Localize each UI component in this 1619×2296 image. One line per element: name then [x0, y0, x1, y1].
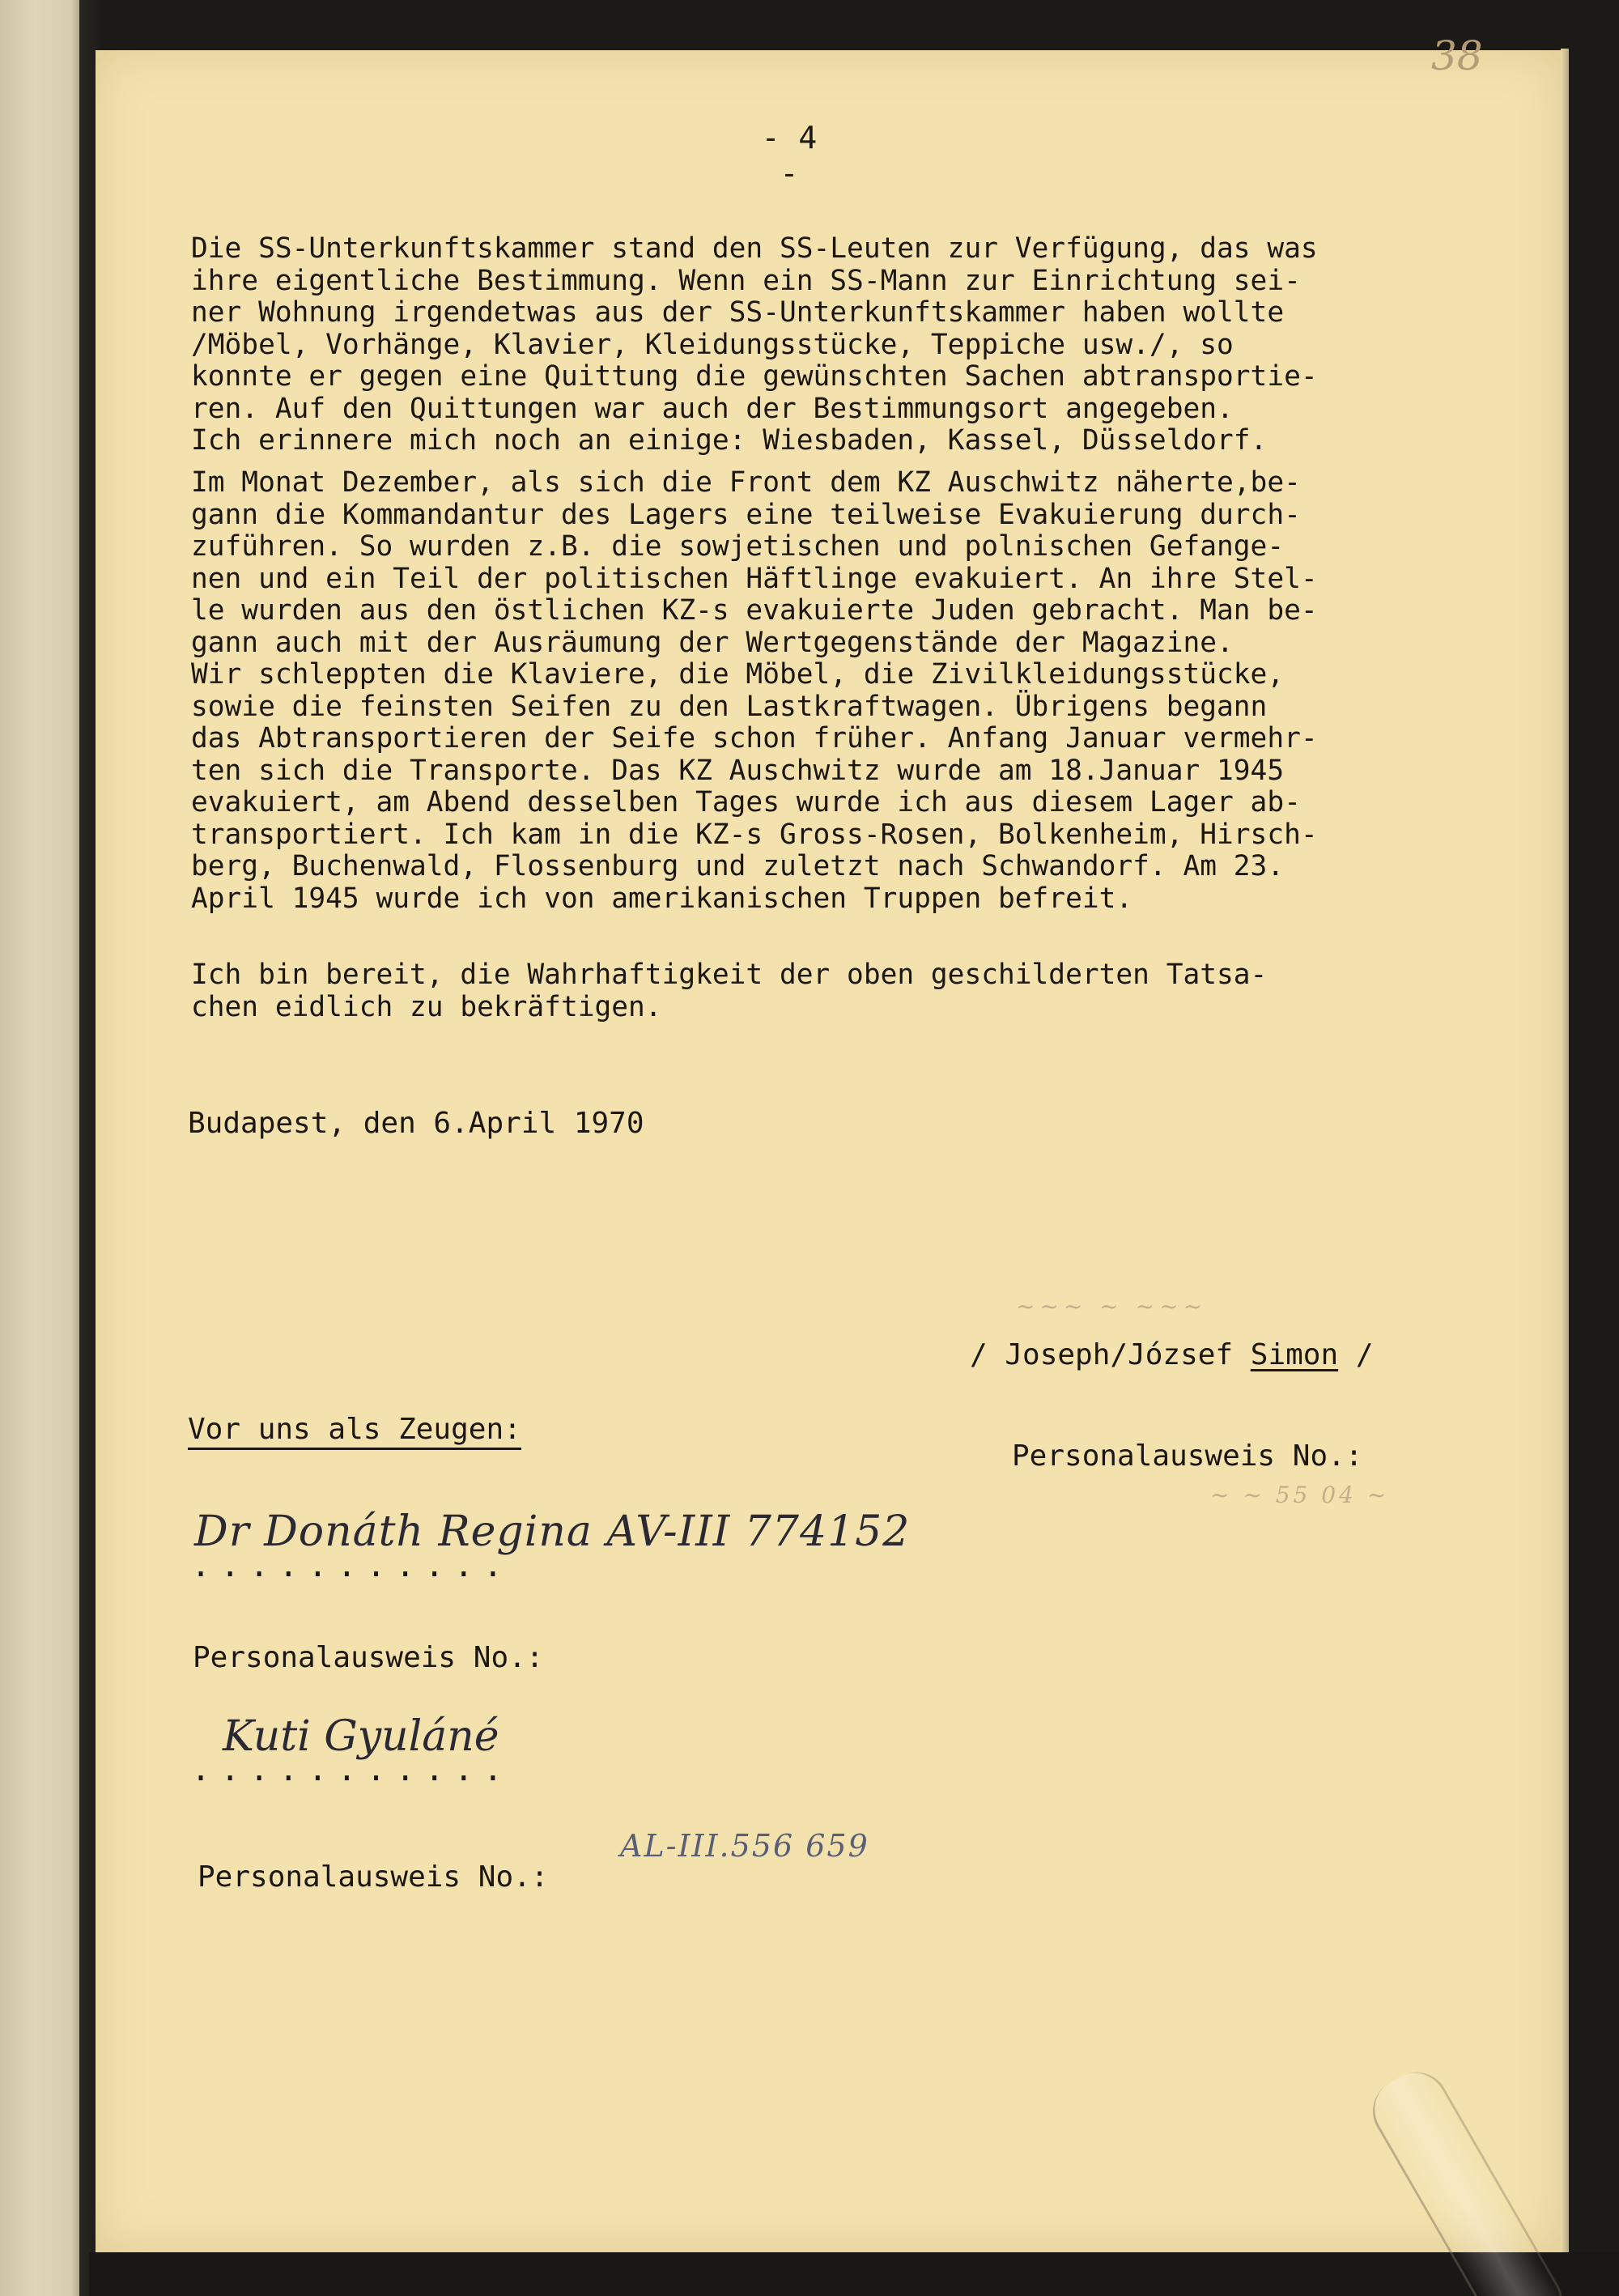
- page-number: - 4 -: [761, 120, 818, 191]
- witness-heading: [188, 1413, 521, 1450]
- signer-name-suffix: /: [1338, 1338, 1374, 1371]
- page-right-edge: [1561, 49, 1569, 2254]
- signer-signature: ~~~ ~ ~~~: [1016, 1293, 1208, 1320]
- witness-1-id-label: Personalausweis No.:: [193, 1641, 544, 1674]
- witness-2-signature-line: ...........: [191, 1751, 512, 1788]
- witness-1-signature: Dr Donáth Regina AV-III 774152: [194, 1507, 911, 1556]
- signer-name-prefix: / Joseph/József: [970, 1338, 1251, 1371]
- signer-surname: Simon: [1250, 1338, 1339, 1371]
- witness-2-signature: Kuti Gyuláné: [223, 1712, 499, 1761]
- paragraph-unterkunftskammer: Die SS-Unterkunftskammer stand den SS-Leuten zur Verfügung, das was ihre eigentliche Bestimmung. Wenn ein SS-Mann zur Einrichtung sei- ner Wohnung irgendetwas aus der SS-Unterkunftskammer haben wollte /Möbel, Vorhänge, Klavier, Kleidungsstücke, Teppiche usw./, so konnte er gegen eine Quittung die gewünschten Sachen abtransportie- ren. Auf den Quittungen war auch der Bestimmungsort angegeben. Ich erinnere mich noch an einige: Wiesbaden, Kassel, Düsseldorf.: [191, 232, 1318, 457]
- signer-id-label: Personalausweis No.:: [1012, 1439, 1363, 1473]
- paragraph-evakuierung: Im Monat Dezember, als sich die Front dem KZ Auschwitz näherte,be- gann die Kommandantur des Lagers eine teilweise Evakuierung durch- zuführen. So wurden z.B. die sowjetischen und polnischen Gefange- nen und ein Teil der politischen Häftlinge evakuiert. An ihre Stel- le wurden aus den östlichen KZ-s evakuierte Juden gebracht. Man be- gann auch mit der Ausräumung der Wertgegenstände der Magazine. Wir schleppten die Klaviere, die Möbel, die Zivilkleidungsstücke, sowie die feinsten Seifen zu den Lastkraftwagen. Übrigens begann das Abtransportieren der Seife schon früher. Anfang Januar vermehr- ten sich die Transporte. Das KZ Auschwitz wurde am 18.Januar 1945 evakuiert, am Abend desselben Tages wurde ich aus diesem Lager ab- transportiert. Ich kam in die KZ-s Gross-Rosen, Bolkenheim, Hirsch- berg, Buchenwald, Flossenburg und zuletzt nach Schwandorf. Am 23. April 1945 wurde ich von amerikanischen Truppen befreit.: [191, 466, 1318, 915]
- archive-page-number: 38: [1431, 32, 1483, 79]
- witness-1-signature-line: ...........: [191, 1547, 512, 1584]
- signer-id-handwritten: ~ ~ 55 04 ~: [1210, 1482, 1390, 1508]
- scan-background-bottom: [89, 2252, 1619, 2296]
- previous-page-edge: [0, 0, 89, 2296]
- witness-2-id-handwritten: AL-III.556 659: [620, 1828, 869, 1864]
- place-and-date: Budapest, den 6.April 1970: [188, 1107, 644, 1140]
- signer-name: [970, 1338, 1374, 1371]
- paragraph-oath: Ich bin bereit, die Wahrhaftigkeit der oben geschilderten Tatsa- chen eidlich zu bekräftigen.: [191, 959, 1268, 1023]
- witness-2-id-label: Personalausweis No.:: [198, 1860, 549, 1894]
- witness-heading-text: Vor uns als Zeugen:: [188, 1413, 521, 1450]
